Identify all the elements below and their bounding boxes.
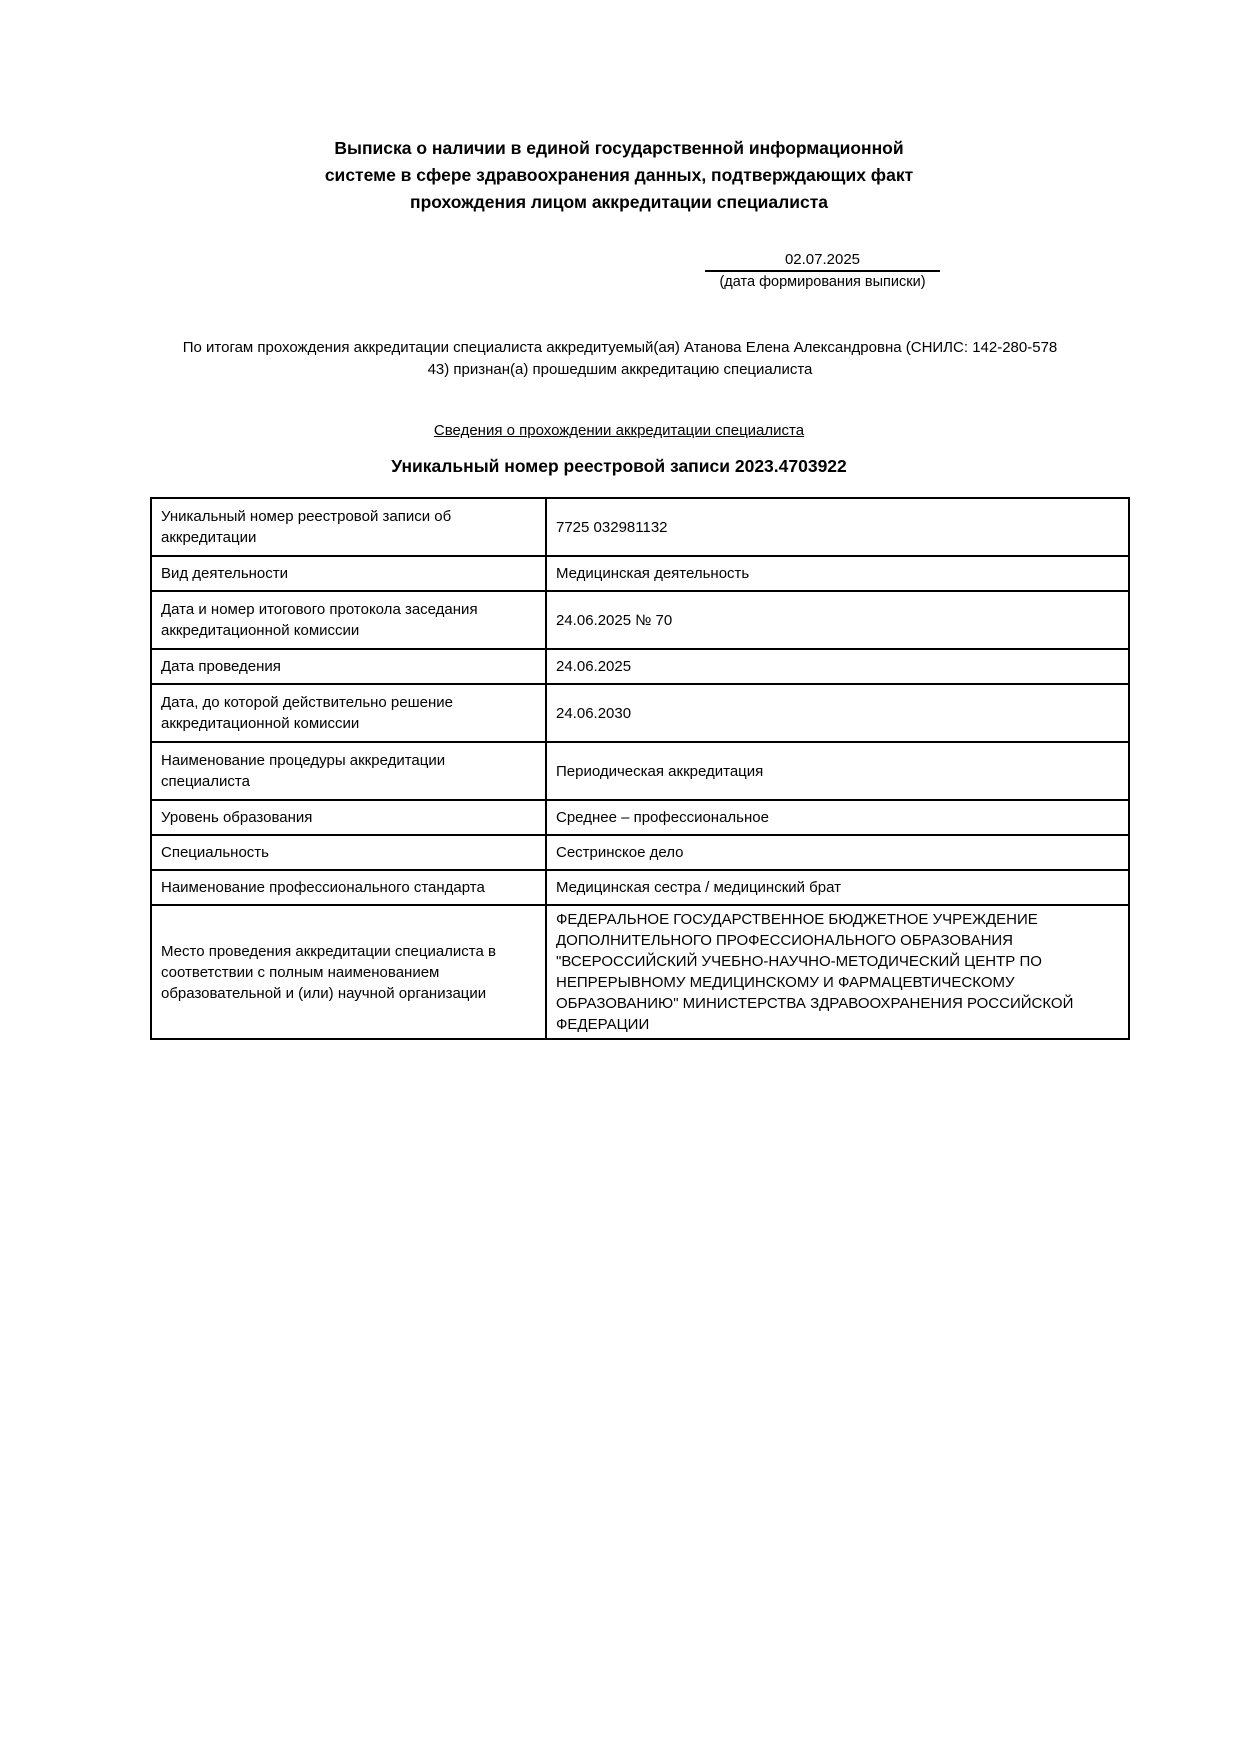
- row-value: Периодическая аккредитация: [546, 742, 1129, 800]
- row-label: Специальность: [151, 835, 546, 870]
- row-value: 24.06.2025: [546, 649, 1129, 684]
- row-label: Дата проведения: [151, 649, 546, 684]
- table-row: [151, 870, 1129, 905]
- section-heading: [150, 422, 1088, 439]
- table-row: [151, 684, 1129, 742]
- issue-date-block: [705, 251, 940, 290]
- accreditation-table: [150, 497, 1130, 1040]
- intro-paragraph: [70, 337, 1170, 381]
- row-label: Наименование процедуры аккредитации специалиста: [151, 742, 546, 800]
- row-label: Дата и номер итогового протокола заседания аккредитационной комиссии: [151, 591, 546, 649]
- section-heading-text: Сведения о прохождении аккредитации специалиста: [433, 422, 805, 439]
- record-number-heading: Уникальный номер реестровой записи 2023.4703922: [391, 456, 847, 476]
- row-value: Среднее – профессиональное: [546, 800, 1129, 835]
- row-label: Наименование профессионального стандарта: [151, 870, 546, 905]
- table-row: [151, 556, 1129, 591]
- document-title-line: прохождения лицом аккредитации специалиста: [410, 192, 828, 212]
- table-row: [151, 591, 1129, 649]
- table-row: [151, 905, 1129, 1039]
- row-value: ФЕДЕРАЛЬНОЕ ГОСУДАРСТВЕННОЕ БЮДЖЕТНОЕ УЧРЕЖДЕНИЕ ДОПОЛНИТЕЛЬНОГО ПРОФЕССИОНАЛЬНОГО ОБРАЗОВАНИЯ "ВСЕРОССИЙСКИЙ УЧЕБНО-НАУЧНО-МЕТОДИЧЕСКИЙ ЦЕНТР ПО НЕПРЕРЫВНОМУ МЕДИЦИНСКОМУ И ФАРМАЦЕВТИЧЕСКОМУ ОБРАЗОВАНИЮ" МИНИСТЕРСТВА ЗДРАВООХРАНЕНИЯ РОССИЙСКОЙ ФЕДЕРАЦИИ: [546, 905, 1129, 1039]
- intro-line: 43) признан(а) прошедшим аккредитацию специалиста: [427, 361, 813, 378]
- row-value: 24.06.2030: [546, 684, 1129, 742]
- issue-date-caption: (дата формирования выписки): [719, 274, 926, 290]
- row-value: Сестринское дело: [546, 835, 1129, 870]
- table-row: [151, 800, 1129, 835]
- table-row: [151, 649, 1129, 684]
- row-label: Дата, до которой действительно решение аккредитационной комиссии: [151, 684, 546, 742]
- table-row: [151, 498, 1129, 556]
- row-value: 7725 032981132: [546, 498, 1129, 556]
- document-title-line: системе в сфере здравоохранения данных, подтверждающих факт: [324, 165, 914, 185]
- row-label: Место проведения аккредитации специалиста в соответствии с полным наименованием образовательной и (или) научной организации: [151, 905, 546, 1039]
- table-row: [151, 835, 1129, 870]
- row-value: Медицинская сестра / медицинский брат: [546, 870, 1129, 905]
- row-label: Уникальный номер реестровой записи об аккредитации: [151, 498, 546, 556]
- row-value: 24.06.2025 № 70: [546, 591, 1129, 649]
- document-title: [150, 135, 1088, 216]
- row-value: Медицинская деятельность: [546, 556, 1129, 591]
- document-title-line: Выписка о наличии в единой государственной информационной: [334, 138, 904, 158]
- issue-date-value: 02.07.2025: [705, 251, 940, 272]
- row-label: Вид деятельности: [151, 556, 546, 591]
- table-row: [151, 742, 1129, 800]
- intro-line: По итогам прохождения аккредитации специалиста аккредитуемый(ая) Атанова Елена Александровна (СНИЛС: 142-280-578: [182, 339, 1058, 356]
- row-label: Уровень образования: [151, 800, 546, 835]
